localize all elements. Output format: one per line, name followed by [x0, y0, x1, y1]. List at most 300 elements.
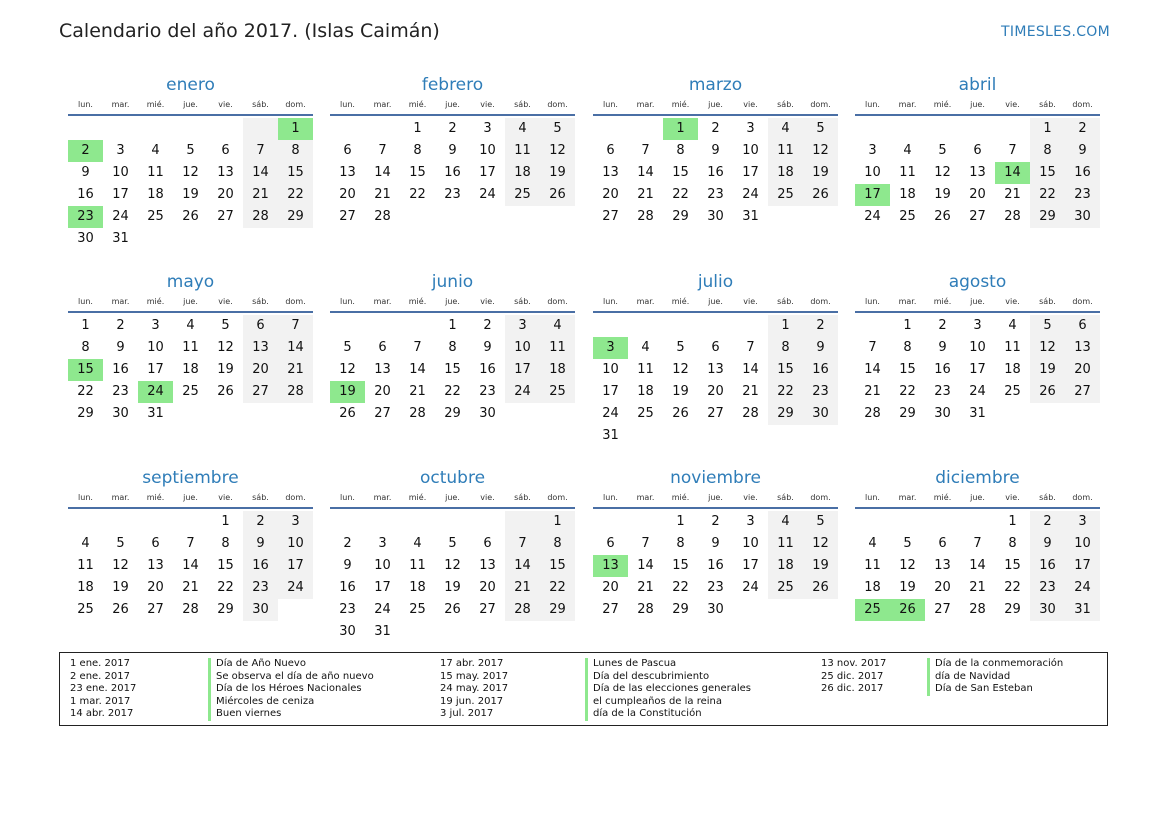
legend-holiday-name: Se observa el día de año nuevo	[208, 671, 374, 684]
day-cell: 19	[934, 187, 951, 202]
empty-cell	[890, 511, 925, 533]
day-cell: 31	[742, 209, 759, 224]
day-cell: 25	[540, 381, 575, 403]
day-cell: 29	[217, 602, 234, 617]
day-cell: 20	[374, 384, 391, 399]
day-cell: 4	[505, 118, 540, 140]
day-cell: 26	[1030, 381, 1065, 403]
day-cell: 19	[672, 384, 689, 399]
day-cell: 23	[707, 580, 724, 595]
day-cell: 13	[147, 558, 164, 573]
holiday-day-cell: 3	[593, 337, 628, 359]
day-grid	[68, 118, 313, 250]
legend-holiday-name: Miércoles de ceniza	[208, 696, 374, 709]
empty-cell	[960, 118, 995, 140]
day-cell: 6	[243, 315, 278, 337]
day-cell: 18	[505, 162, 540, 184]
day-cell: 8	[676, 536, 685, 551]
day-cell: 25	[899, 209, 916, 224]
day-cell: 16	[112, 362, 129, 377]
day-cell: 21	[637, 187, 654, 202]
day-grid	[330, 118, 575, 228]
day-cell: 24	[374, 602, 391, 617]
day-cell: 22	[540, 577, 575, 599]
day-cell: 18	[540, 359, 575, 381]
day-cell: 11	[899, 165, 916, 180]
empty-cell	[103, 511, 138, 533]
day-cell: 15	[217, 558, 234, 573]
day-cell: 28	[374, 209, 391, 224]
day-cell: 28	[864, 406, 881, 421]
day-cell: 21	[969, 580, 986, 595]
day-cell: 9	[938, 340, 947, 355]
empty-cell	[138, 228, 173, 250]
empty-cell	[995, 118, 1030, 140]
day-cell: 9	[711, 536, 720, 551]
day-cell: 10	[742, 143, 759, 158]
empty-cell	[628, 118, 663, 140]
day-cell: 10	[1065, 533, 1100, 555]
day-cell: 27	[147, 602, 164, 617]
weekday-header	[855, 98, 1100, 116]
weekday-label: mar.	[373, 493, 392, 502]
day-cell: 21	[243, 184, 278, 206]
legend-names-1	[208, 658, 374, 721]
day-cell: 15	[278, 162, 313, 184]
day-cell: 17	[479, 165, 496, 180]
day-cell: 28	[969, 602, 986, 617]
day-cell: 26	[182, 209, 199, 224]
day-cell: 20	[243, 359, 278, 381]
legend-holiday-name: Día de los Héroes Nacionales	[208, 683, 374, 696]
weekday-label: jue.	[445, 100, 460, 109]
day-cell: 2	[711, 514, 720, 529]
day-cell: 18	[864, 580, 881, 595]
legend-date: 1 mar. 2017	[70, 695, 131, 707]
day-grid	[593, 511, 838, 621]
day-cell: 18	[182, 362, 199, 377]
day-cell: 1	[1008, 514, 1017, 529]
day-cell: 14	[243, 162, 278, 184]
day-cell: 8	[221, 536, 230, 551]
day-cell: 9	[243, 533, 278, 555]
empty-cell	[68, 118, 103, 140]
day-cell: 2	[711, 121, 720, 136]
empty-cell	[365, 315, 400, 337]
day-cell: 19	[899, 580, 916, 595]
day-cell: 22	[672, 187, 689, 202]
empty-cell	[330, 315, 365, 337]
day-cell: 14	[505, 555, 540, 577]
day-cell: 8	[676, 143, 685, 158]
weekday-label: vie.	[743, 297, 758, 306]
day-cell: 31	[147, 406, 164, 421]
weekday-label: sáb.	[1039, 100, 1056, 109]
day-cell: 30	[803, 403, 838, 425]
weekday-label: vie.	[1005, 493, 1020, 502]
day-grid	[330, 511, 575, 643]
day-cell: 22	[444, 384, 461, 399]
empty-cell	[733, 599, 768, 621]
weekday-label: mié.	[146, 493, 165, 502]
empty-cell	[208, 403, 243, 425]
legend-names-2	[585, 658, 751, 721]
legend-holiday-name: día de la Constitución	[585, 708, 751, 721]
empty-cell	[330, 118, 365, 140]
day-cell: 23	[112, 384, 129, 399]
month-abril	[855, 74, 1100, 228]
month-enero	[68, 74, 313, 250]
day-cell: 17	[742, 165, 759, 180]
day-cell: 3	[505, 315, 540, 337]
weekday-label: dom.	[285, 493, 306, 502]
day-cell: 15	[409, 165, 426, 180]
day-cell: 22	[1030, 184, 1065, 206]
day-cell: 9	[448, 143, 457, 158]
legend-holiday-name: el cumpleaños de la reina	[585, 696, 751, 709]
day-cell: 14	[409, 362, 426, 377]
weekday-label: mié.	[146, 100, 165, 109]
day-cell: 11	[409, 558, 426, 573]
day-cell: 17	[1065, 555, 1100, 577]
holiday-day-cell: 1	[278, 118, 313, 140]
day-cell: 27	[602, 209, 619, 224]
day-cell: 1	[540, 511, 575, 533]
day-cell: 30	[1065, 206, 1100, 228]
day-cell: 4	[1008, 318, 1017, 333]
weekday-label: lun.	[78, 100, 93, 109]
empty-cell	[768, 599, 803, 621]
day-cell: 2	[1065, 118, 1100, 140]
day-cell: 12	[803, 533, 838, 555]
day-cell: 28	[505, 599, 540, 621]
day-cell: 21	[374, 187, 391, 202]
month-agosto	[855, 271, 1100, 425]
empty-cell	[663, 425, 698, 447]
day-cell: 16	[77, 187, 94, 202]
day-cell: 17	[969, 362, 986, 377]
day-cell: 29	[899, 406, 916, 421]
weekday-label: jue.	[970, 297, 985, 306]
day-cell: 16	[1065, 162, 1100, 184]
day-cell: 6	[221, 143, 230, 158]
day-cell: 23	[444, 187, 461, 202]
day-cell: 17	[147, 362, 164, 377]
empty-cell	[278, 599, 313, 621]
day-cell: 1	[221, 514, 230, 529]
empty-cell	[400, 315, 435, 337]
day-cell: 25	[768, 577, 803, 599]
day-cell: 30	[77, 231, 94, 246]
day-cell: 9	[483, 340, 492, 355]
day-cell: 13	[243, 337, 278, 359]
day-cell: 24	[864, 209, 881, 224]
day-cell: 28	[637, 602, 654, 617]
day-cell: 27	[1065, 381, 1100, 403]
day-cell: 4	[903, 143, 912, 158]
empty-cell	[435, 206, 470, 228]
day-cell: 10	[112, 165, 129, 180]
day-cell: 28	[409, 406, 426, 421]
day-cell: 23	[339, 602, 356, 617]
weekday-label: lun.	[603, 100, 618, 109]
weekday-label: mar.	[636, 493, 655, 502]
weekday-label: lun.	[603, 493, 618, 502]
day-cell: 8	[1030, 140, 1065, 162]
day-cell: 9	[711, 143, 720, 158]
weekday-header	[68, 98, 313, 116]
weekday-label: sáb.	[252, 100, 269, 109]
day-cell: 27	[479, 602, 496, 617]
day-cell: 29	[1030, 206, 1065, 228]
day-cell: 3	[116, 143, 125, 158]
day-cell: 12	[803, 140, 838, 162]
day-cell: 12	[182, 165, 199, 180]
weekday-label: vie.	[1005, 297, 1020, 306]
day-cell: 15	[672, 558, 689, 573]
day-cell: 1	[448, 318, 457, 333]
day-cell: 4	[768, 511, 803, 533]
empty-cell	[768, 206, 803, 228]
empty-cell	[278, 228, 313, 250]
day-cell: 15	[540, 555, 575, 577]
day-cell: 21	[278, 359, 313, 381]
weekday-label: dom.	[810, 297, 831, 306]
day-cell: 27	[339, 209, 356, 224]
day-cell: 13	[934, 558, 951, 573]
day-cell: 19	[444, 580, 461, 595]
day-cell: 17	[374, 580, 391, 595]
legend-date: 24 may. 2017	[440, 683, 509, 695]
weekday-label: mié.	[146, 297, 165, 306]
day-cell: 5	[938, 143, 947, 158]
day-cell: 11	[1004, 340, 1021, 355]
day-cell: 4	[151, 143, 160, 158]
day-cell: 6	[343, 143, 352, 158]
month-diciembre	[855, 467, 1100, 621]
weekday-label: sáb.	[1039, 297, 1056, 306]
day-cell: 7	[505, 533, 540, 555]
day-cell: 3	[151, 318, 160, 333]
empty-cell	[173, 511, 208, 533]
day-cell: 22	[672, 580, 689, 595]
day-cell: 2	[803, 315, 838, 337]
day-cell: 5	[343, 340, 352, 355]
day-cell: 16	[1030, 555, 1065, 577]
weekday-label: mar.	[111, 100, 130, 109]
day-cell: 30	[707, 209, 724, 224]
day-cell: 11	[147, 165, 164, 180]
day-cell: 10	[374, 558, 391, 573]
empty-cell	[733, 425, 768, 447]
legend-holiday-name: Lunes de Pascua	[585, 658, 751, 671]
day-grid	[593, 118, 838, 228]
day-cell: 24	[278, 577, 313, 599]
day-cell: 3	[746, 514, 755, 529]
weekday-label: dom.	[1072, 493, 1093, 502]
empty-cell	[278, 403, 313, 425]
day-cell: 18	[147, 187, 164, 202]
day-cell: 7	[746, 340, 755, 355]
day-cell: 26	[672, 406, 689, 421]
day-cell: 20	[707, 384, 724, 399]
day-cell: 5	[221, 318, 230, 333]
day-cell: 21	[742, 384, 759, 399]
day-cell: 27	[217, 209, 234, 224]
day-cell: 22	[1004, 580, 1021, 595]
day-cell: 6	[711, 340, 720, 355]
day-cell: 20	[969, 187, 986, 202]
day-cell: 18	[409, 580, 426, 595]
day-cell: 10	[479, 143, 496, 158]
day-cell: 23	[1065, 184, 1100, 206]
day-cell: 29	[278, 206, 313, 228]
empty-cell	[173, 228, 208, 250]
day-cell: 6	[606, 536, 615, 551]
day-grid	[855, 511, 1100, 621]
month-junio	[330, 271, 575, 425]
day-cell: 1	[903, 318, 912, 333]
day-cell: 6	[938, 536, 947, 551]
day-cell: 25	[505, 184, 540, 206]
day-cell: 17	[112, 187, 129, 202]
day-cell: 30	[1030, 599, 1065, 621]
empty-cell	[330, 511, 365, 533]
day-cell: 23	[934, 384, 951, 399]
weekday-label: jue.	[708, 297, 723, 306]
weekday-label: mar.	[898, 297, 917, 306]
day-cell: 15	[899, 362, 916, 377]
day-cell: 28	[637, 209, 654, 224]
day-cell: 2	[343, 536, 352, 551]
day-cell: 16	[707, 558, 724, 573]
empty-cell	[243, 118, 278, 140]
month-name: abril	[958, 75, 997, 95]
day-cell: 20	[602, 187, 619, 202]
day-cell: 25	[1004, 384, 1021, 399]
day-cell: 22	[409, 187, 426, 202]
holiday-day-cell: 23	[68, 206, 103, 228]
day-cell: 13	[707, 362, 724, 377]
day-cell: 5	[186, 143, 195, 158]
day-cell: 26	[339, 406, 356, 421]
day-grid	[855, 315, 1100, 425]
day-cell: 9	[81, 165, 90, 180]
legend-dates-3	[821, 658, 886, 696]
empty-cell	[855, 118, 890, 140]
weekday-label: vie.	[480, 493, 495, 502]
empty-cell	[435, 621, 470, 643]
legend-holiday-name: Día de las elecciones generales	[585, 683, 751, 696]
weekday-label: jue.	[445, 297, 460, 306]
day-cell: 6	[606, 143, 615, 158]
day-cell: 18	[77, 580, 94, 595]
legend-holiday-name: Día de Año Nuevo	[208, 658, 374, 671]
day-cell: 9	[343, 558, 352, 573]
day-cell: 31	[112, 231, 129, 246]
brand-link[interactable]: TIMESLES.COM	[1001, 24, 1110, 40]
holiday-day-cell: 24	[138, 381, 173, 403]
empty-cell	[593, 315, 628, 337]
weekday-label: jue.	[183, 297, 198, 306]
weekday-label: mié.	[408, 493, 427, 502]
day-cell: 11	[637, 362, 654, 377]
weekday-header	[593, 98, 838, 116]
empty-cell	[768, 425, 803, 447]
empty-cell	[138, 511, 173, 533]
day-cell: 19	[540, 162, 575, 184]
day-cell: 18	[899, 187, 916, 202]
month-septiembre	[68, 467, 313, 621]
day-cell: 10	[742, 536, 759, 551]
month-name: enero	[166, 75, 215, 95]
day-cell: 24	[742, 580, 759, 595]
month-noviembre	[593, 467, 838, 621]
day-cell: 8	[413, 143, 422, 158]
weekday-label: vie.	[480, 100, 495, 109]
day-cell: 10	[147, 340, 164, 355]
day-cell: 28	[742, 406, 759, 421]
empty-cell	[365, 118, 400, 140]
day-cell: 7	[868, 340, 877, 355]
day-cell: 22	[899, 384, 916, 399]
day-cell: 27	[934, 602, 951, 617]
legend-date: 25 dic. 2017	[821, 670, 884, 682]
day-cell: 3	[278, 511, 313, 533]
legend-date: 26 dic. 2017	[821, 683, 884, 695]
weekday-header	[855, 491, 1100, 509]
empty-cell	[243, 403, 278, 425]
day-cell: 31	[969, 406, 986, 421]
day-cell: 25	[768, 184, 803, 206]
day-cell: 9	[803, 337, 838, 359]
day-cell: 14	[637, 558, 654, 573]
weekday-label: jue.	[970, 100, 985, 109]
legend-holiday-name: Día de San Esteban	[927, 683, 1063, 696]
weekday-label: jue.	[183, 100, 198, 109]
day-cell: 11	[505, 140, 540, 162]
day-cell: 1	[413, 121, 422, 136]
day-grid	[330, 315, 575, 425]
day-cell: 14	[864, 362, 881, 377]
weekday-header	[593, 295, 838, 313]
weekday-header	[330, 491, 575, 509]
day-cell: 27	[243, 381, 278, 403]
weekday-label: sáb.	[514, 493, 531, 502]
day-cell: 17	[742, 558, 759, 573]
empty-cell	[1030, 403, 1065, 425]
day-grid	[68, 315, 313, 425]
empty-cell	[855, 511, 890, 533]
day-cell: 20	[1065, 359, 1100, 381]
day-cell: 18	[1004, 362, 1021, 377]
month-octubre	[330, 467, 575, 643]
day-cell: 7	[973, 536, 982, 551]
weekday-label: dom.	[285, 297, 306, 306]
holiday-legend	[59, 652, 1108, 726]
day-cell: 23	[1030, 577, 1065, 599]
weekday-label: dom.	[547, 493, 568, 502]
day-cell: 23	[707, 187, 724, 202]
day-cell: 7	[278, 315, 313, 337]
weekday-label: mar.	[636, 297, 655, 306]
empty-cell	[505, 206, 540, 228]
holiday-day-cell: 13	[593, 555, 628, 577]
empty-cell	[540, 621, 575, 643]
day-cell: 2	[1030, 511, 1065, 533]
weekday-label: mar.	[373, 100, 392, 109]
day-cell: 5	[448, 536, 457, 551]
